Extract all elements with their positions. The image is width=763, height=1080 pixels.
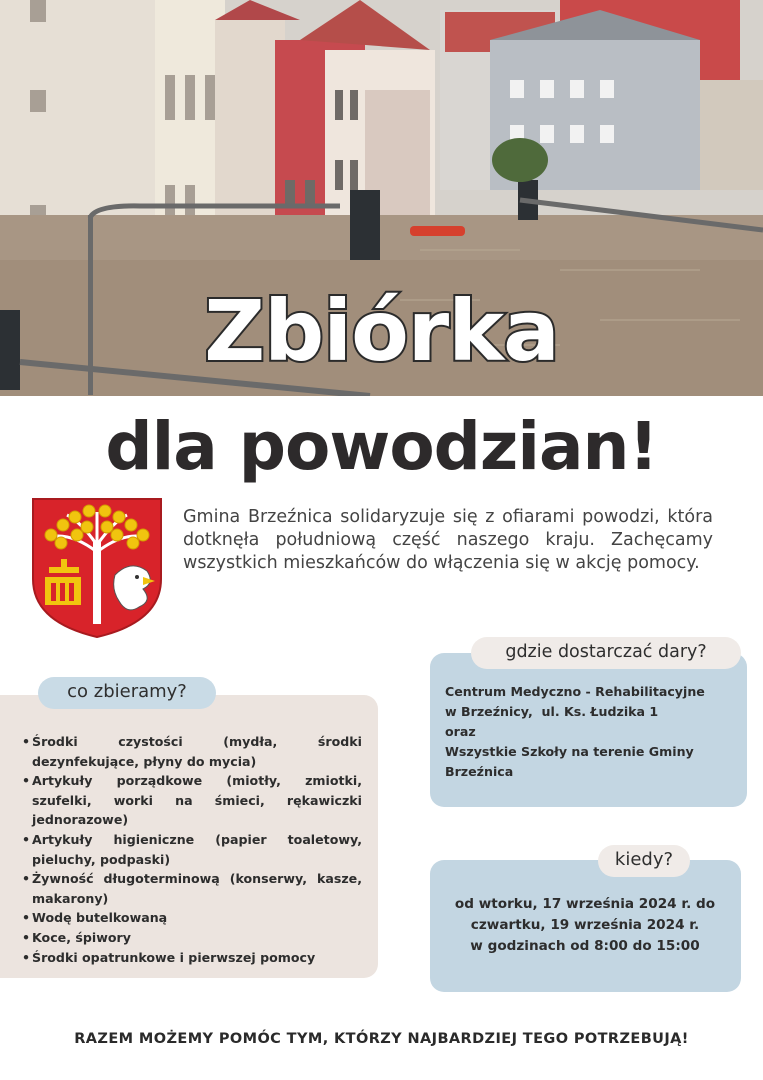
list-item: • Wodę butelkowaną	[22, 908, 362, 928]
where-line: Wszystkie Szkoły na terenie Gminy	[445, 744, 694, 759]
collect-heading: co zbieramy?	[38, 677, 216, 709]
where-heading: gdzie dostarczać dary?	[471, 637, 741, 669]
footer-slogan: RAZEM MOŻEMY POMÓC TYM, KTÓRZY NAJBARDZIEJ TEGO POTRZEBUJĄ!	[74, 1031, 689, 1047]
when-line: w godzinach od 8:00 do 15:00	[470, 938, 700, 954]
list-item: • Środki czystości (mydła, środki dezynfekujące, płyny do mycia)	[22, 732, 362, 771]
list-item: • Artykuły porządkowe (miotły, zmiotki, szufelki, worki na śmieci, rękawiczki jednorazowe)	[22, 771, 362, 830]
when-line: czwartku, 19 września 2024 r.	[470, 917, 700, 933]
poster-subtitle: dla powodzian!	[105, 408, 658, 485]
where-details	[445, 682, 740, 782]
when-line: od wtorku, 17 września 2024 r. do	[454, 896, 716, 912]
where-line: oraz	[445, 724, 476, 739]
gmina-crest-icon	[31, 497, 163, 639]
intro-text: Gmina Brzeźnica solidaryzuje się z ofiarami powodzi, która dotknęła południową część naszego kraju. Zachęcamy wszystkich mieszkańców do włączenia się w akcję pomocy.	[183, 507, 713, 573]
when-heading: kiedy?	[598, 845, 690, 877]
list-item: • Artykuły higieniczne (papier toaletowy, pieluchy, podpaski)	[22, 830, 362, 869]
poster-title: Zbiórka	[204, 282, 559, 380]
where-line: Centrum Medyczno - Rehabilitacyjne	[445, 684, 705, 699]
list-item: • Żywność długoterminową (konserwy, kasze, makarony)	[22, 869, 362, 908]
list-item: • Koce, śpiwory	[22, 928, 362, 948]
when-details	[440, 894, 730, 957]
collect-list	[22, 732, 362, 967]
list-item: • Środki opatrunkowe i pierwszej pomocy	[22, 948, 362, 968]
where-line: w Brzeźnicy, ul. Ks. Łudzika 1	[445, 704, 659, 719]
where-line: Brzeźnica	[445, 764, 514, 779]
